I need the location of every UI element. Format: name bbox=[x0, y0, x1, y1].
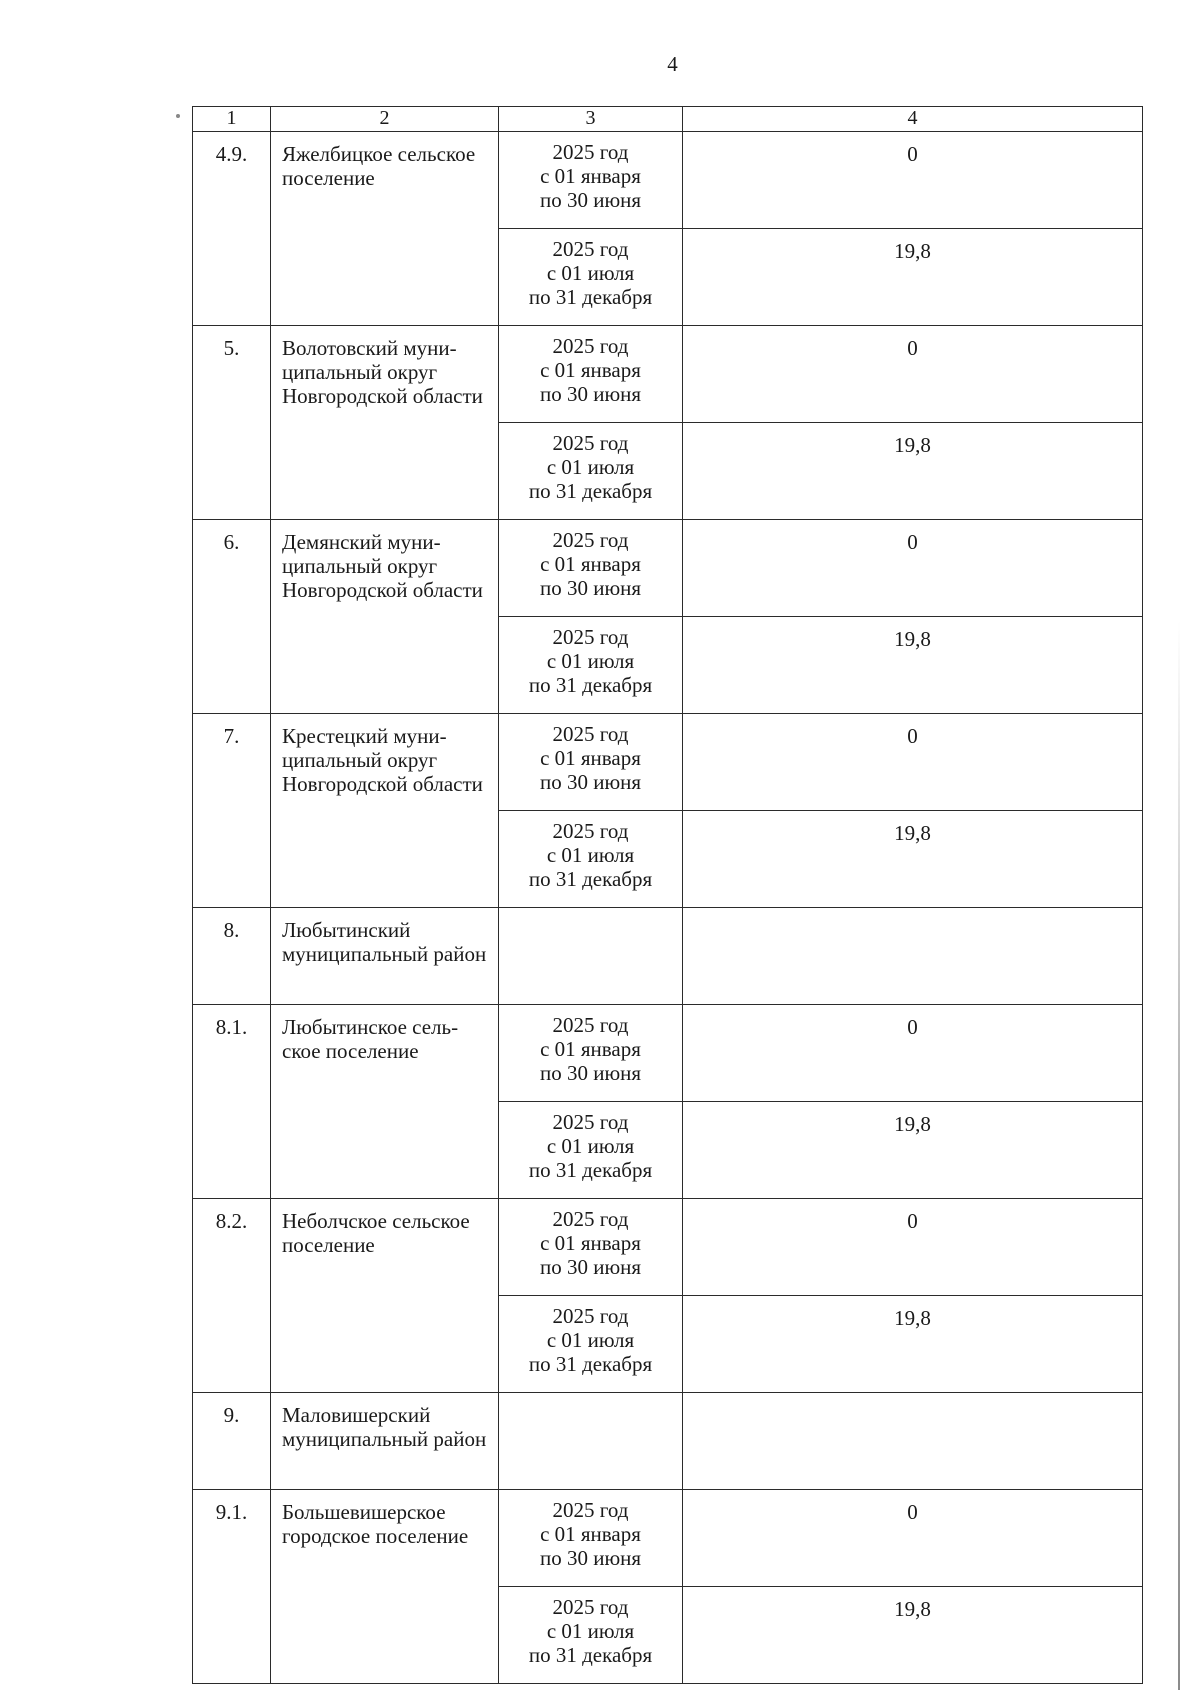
period-end: по 31 декабря bbox=[528, 1158, 653, 1182]
period-end: по 30 июня bbox=[539, 770, 642, 794]
table-row bbox=[193, 714, 1143, 811]
period-cell bbox=[499, 1587, 683, 1684]
column-header: 1 bbox=[193, 107, 271, 132]
row-number: 4.9. bbox=[193, 132, 271, 326]
scan-dot bbox=[176, 114, 180, 118]
period-cell bbox=[499, 1490, 683, 1587]
period-end: по 31 декабря bbox=[528, 1352, 653, 1376]
period-year: 2025 год bbox=[552, 237, 629, 261]
row-number: 5. bbox=[193, 326, 271, 520]
period-cell bbox=[499, 1005, 683, 1102]
period-start: с 01 июля bbox=[546, 1134, 635, 1158]
period-cell bbox=[499, 1296, 683, 1393]
table-row bbox=[193, 1490, 1143, 1587]
period-end: по 30 июня bbox=[539, 1255, 642, 1279]
value-cell: 0 bbox=[683, 714, 1143, 811]
period-year: 2025 год bbox=[552, 1498, 629, 1522]
period-start: с 01 января bbox=[540, 1231, 641, 1255]
table-row bbox=[193, 908, 1143, 1005]
value-cell: 0 bbox=[683, 1005, 1143, 1102]
value-cell: 19,8 bbox=[683, 1587, 1143, 1684]
row-number: 8. bbox=[193, 908, 271, 1005]
column-header: 4 bbox=[683, 107, 1143, 132]
table-row bbox=[193, 520, 1143, 617]
municipality-name: Большевишерское городское поселение bbox=[271, 1490, 499, 1684]
value-cell: 19,8 bbox=[683, 229, 1143, 326]
scan-edge-shadow bbox=[1178, 620, 1180, 1690]
value-cell: 0 bbox=[683, 132, 1143, 229]
period-start: с 01 января bbox=[540, 552, 641, 576]
period-start: с 01 июля bbox=[546, 1619, 635, 1643]
municipality-name: Любытинское сель-ское поселение bbox=[271, 1005, 499, 1199]
period-cell bbox=[499, 1199, 683, 1296]
municipality-name: Волотовский муни-ципальный округ Новгородской области bbox=[271, 326, 499, 520]
period-year: 2025 год bbox=[552, 528, 629, 552]
row-number: 9. bbox=[193, 1393, 271, 1490]
period-end: по 31 декабря bbox=[528, 867, 653, 891]
value-cell: 19,8 bbox=[683, 617, 1143, 714]
municipality-name: Крестецкий муни-ципальный округ Новгородской области bbox=[271, 714, 499, 908]
value-cell: 19,8 bbox=[683, 423, 1143, 520]
table-row bbox=[193, 132, 1143, 229]
period-start: с 01 января bbox=[540, 164, 641, 188]
row-number: 7. bbox=[193, 714, 271, 908]
period-end: по 31 декабря bbox=[528, 673, 653, 697]
period-cell-empty bbox=[499, 1393, 683, 1490]
value-cell: 19,8 bbox=[683, 1296, 1143, 1393]
row-number: 8.1. bbox=[193, 1005, 271, 1199]
period-cell bbox=[499, 617, 683, 714]
table-row bbox=[193, 1199, 1143, 1296]
municipality-name: Маловишерский муниципальный район bbox=[271, 1393, 499, 1490]
period-end: по 30 июня bbox=[539, 1061, 642, 1085]
period-end: по 31 декабря bbox=[528, 1643, 653, 1667]
period-start: с 01 января bbox=[540, 1522, 641, 1546]
period-cell bbox=[499, 1102, 683, 1199]
period-end: по 30 июня bbox=[539, 1546, 642, 1570]
row-number: 8.2. bbox=[193, 1199, 271, 1393]
period-end: по 30 июня bbox=[539, 576, 642, 600]
period-cell bbox=[499, 714, 683, 811]
period-year: 2025 год bbox=[552, 1110, 629, 1134]
period-year: 2025 год bbox=[552, 625, 629, 649]
period-start: с 01 января bbox=[540, 1037, 641, 1061]
period-start: с 01 июля bbox=[546, 649, 635, 673]
period-cell-empty bbox=[499, 908, 683, 1005]
municipality-name: Демянский муни-ципальный округ Новгородской области bbox=[271, 520, 499, 714]
value-cell: 19,8 bbox=[683, 1102, 1143, 1199]
page-number: 4 bbox=[667, 52, 678, 76]
column-header: 3 bbox=[499, 107, 683, 132]
period-end: по 30 июня bbox=[539, 188, 642, 212]
value-cell-empty bbox=[683, 908, 1143, 1005]
table-row bbox=[193, 326, 1143, 423]
row-number: 6. bbox=[193, 520, 271, 714]
period-cell bbox=[499, 520, 683, 617]
period-year: 2025 год bbox=[552, 140, 629, 164]
column-header: 2 bbox=[271, 107, 499, 132]
period-end: по 31 декабря bbox=[528, 285, 653, 309]
value-cell: 0 bbox=[683, 1199, 1143, 1296]
period-year: 2025 год bbox=[552, 1304, 629, 1328]
period-start: с 01 января bbox=[540, 746, 641, 770]
period-year: 2025 год bbox=[552, 722, 629, 746]
period-cell bbox=[499, 132, 683, 229]
period-year: 2025 год bbox=[552, 431, 629, 455]
table-row bbox=[193, 1393, 1143, 1490]
period-cell bbox=[499, 811, 683, 908]
period-year: 2025 год bbox=[552, 1013, 629, 1037]
value-cell: 0 bbox=[683, 326, 1143, 423]
period-year: 2025 год bbox=[552, 819, 629, 843]
period-year: 2025 год bbox=[552, 1595, 629, 1619]
value-cell: 0 bbox=[683, 1490, 1143, 1587]
header-row bbox=[193, 107, 1143, 132]
period-year: 2025 год bbox=[552, 1207, 629, 1231]
municipality-name: Яжелбицкое сельское поселение bbox=[271, 132, 499, 326]
municipality-name: Неболчское сельское поселение bbox=[271, 1199, 499, 1393]
period-start: с 01 июля bbox=[546, 455, 635, 479]
municipality-name: Любытинский муниципальный район bbox=[271, 908, 499, 1005]
period-end: по 30 июня bbox=[539, 382, 642, 406]
value-cell: 19,8 bbox=[683, 811, 1143, 908]
row-number: 9.1. bbox=[193, 1490, 271, 1684]
period-cell bbox=[499, 229, 683, 326]
period-start: с 01 июля bbox=[546, 261, 635, 285]
data-table bbox=[192, 106, 1143, 1684]
period-cell bbox=[499, 326, 683, 423]
period-end: по 31 декабря bbox=[528, 479, 653, 503]
period-start: с 01 января bbox=[540, 358, 641, 382]
table-row bbox=[193, 1005, 1143, 1102]
period-cell bbox=[499, 423, 683, 520]
value-cell: 0 bbox=[683, 520, 1143, 617]
period-start: с 01 июля bbox=[546, 1328, 635, 1352]
value-cell-empty bbox=[683, 1393, 1143, 1490]
period-year: 2025 год bbox=[552, 334, 629, 358]
period-start: с 01 июля bbox=[546, 843, 635, 867]
